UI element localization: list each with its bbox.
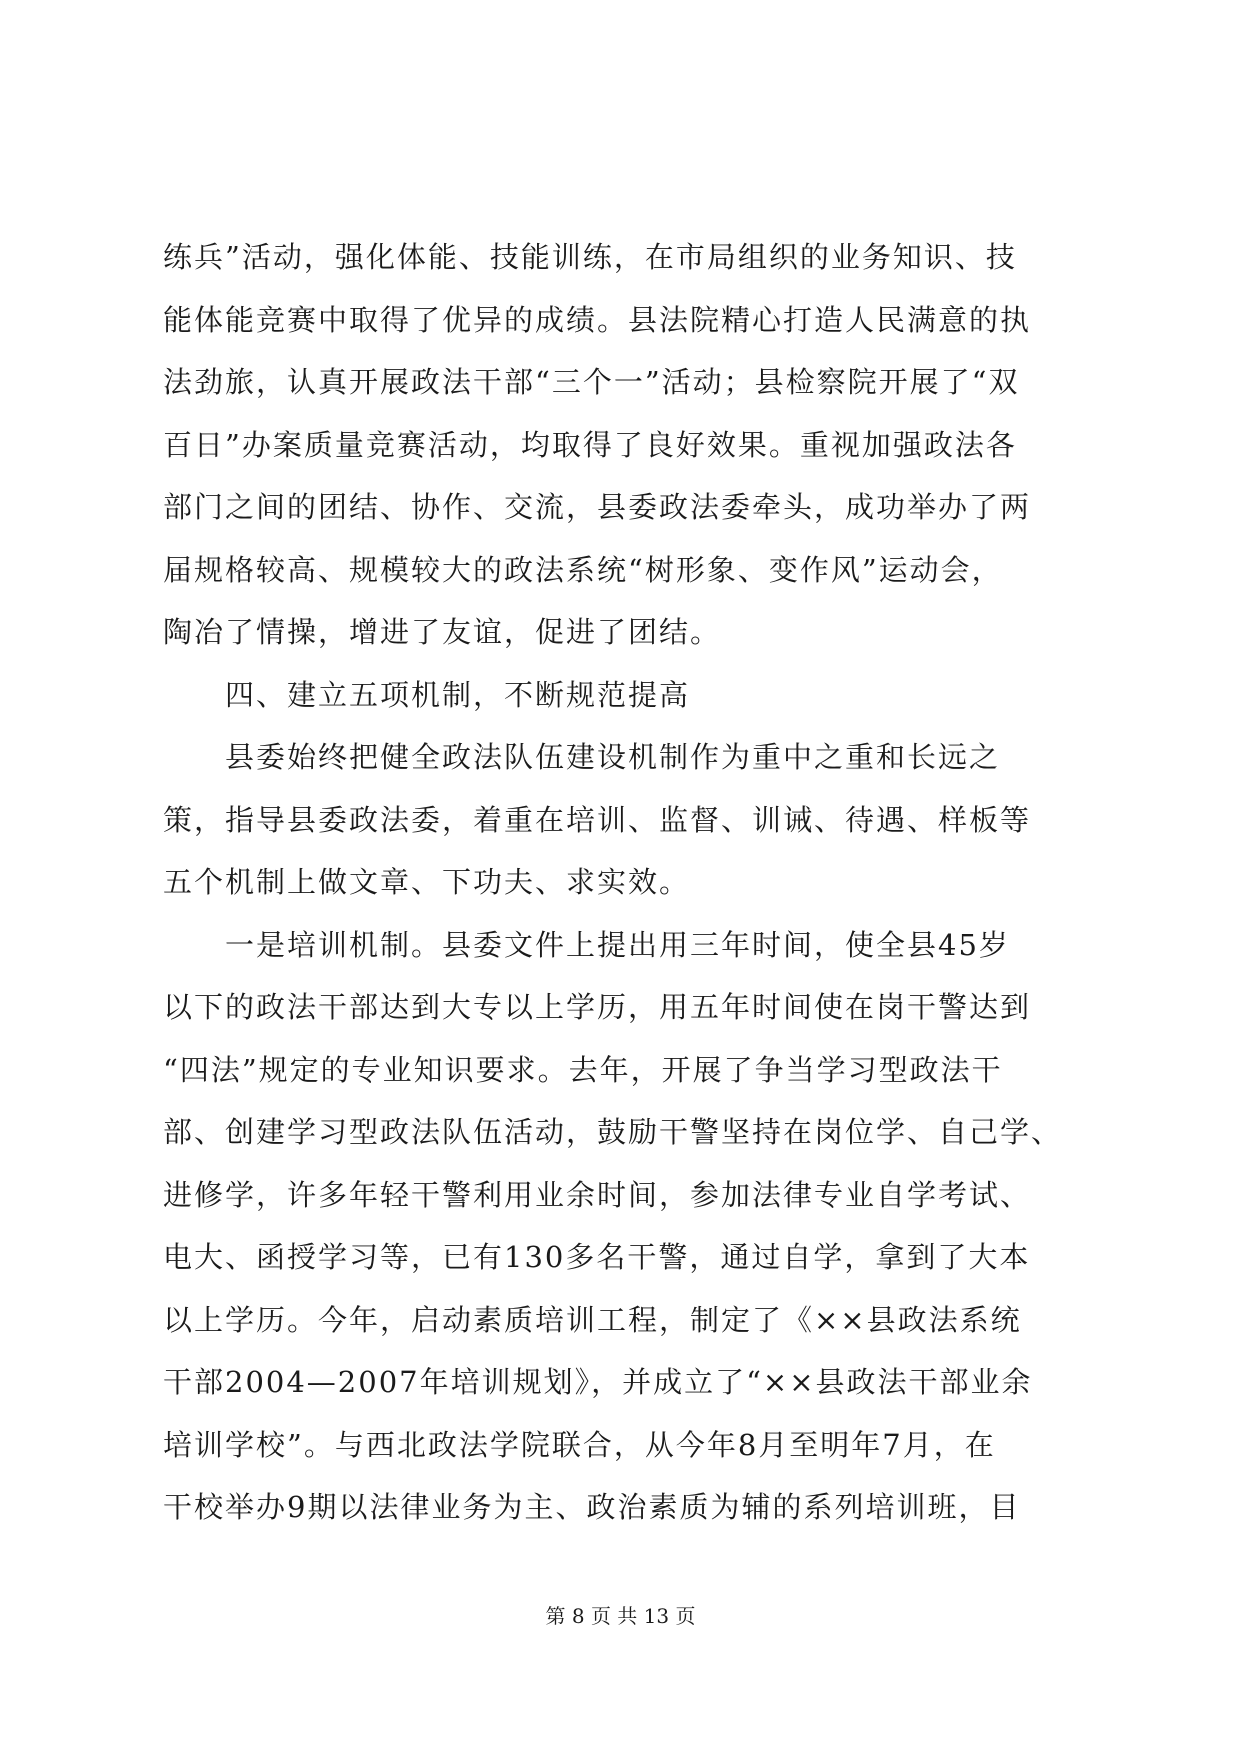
text-line: 百日”办案质量竞赛活动，均取得了良好效果。重视加强政法各 xyxy=(163,427,1017,462)
text-line: 干部2004—2007年培训规划》，并成立了“××县政法干部业余 xyxy=(163,1365,1033,1399)
page-number-footer: 第 8 页 共 13 页 xyxy=(545,1604,696,1628)
text-line: 策，指导县委政法委，着重在培训、监督、训诫、待遇、样板等 xyxy=(163,802,1032,837)
text-line: 陶冶了情操，增进了友谊，促进了团结。 xyxy=(163,615,722,649)
text-line: 一是培训机制。县委文件上提出用三年时间，使全县45岁 xyxy=(163,927,1010,962)
text-line: 电大、函授学习等，已有130多名干警，通过自学，拿到了大本 xyxy=(163,1240,1031,1274)
text-line: 届规格较高、规模较大的政法系统“树形象、变作风”运动会， xyxy=(163,552,1003,587)
text-line: 五个机制上做文章、下功夫、求实效。 xyxy=(163,865,691,899)
text-line: 干校举办9期以法律业务为主、政治素质为辅的系列培训班，目 xyxy=(163,1490,1021,1524)
text-line: 县委始终把健全政法队伍建设机制作为重中之重和长远之 xyxy=(163,740,1001,774)
text-line: 培训学校”。与西北政法学院联合，从今年8月至明年7月，在 xyxy=(163,1427,996,1462)
text-line: 法劲旅，认真开展政法干部“三个一”活动；县检察院开展了“双 xyxy=(163,365,1020,399)
text-line: 练兵”活动，强化体能、技能训练，在市局组织的业务知识、技 xyxy=(163,240,1017,274)
body-text xyxy=(163,226,1083,1539)
text-line: 部门之间的团结、协作、交流，县委政法委牵头，成功举办了两 xyxy=(163,490,1032,524)
text-line: 能体能竞赛中取得了优异的成绩。县法院精心打造人民满意的执 xyxy=(163,302,1032,337)
text-line: “四法”规定的专业知识要求。去年，开展了争当学习型政法干 xyxy=(163,1052,1003,1087)
text-line: 部、创建学习型政法队伍活动，鼓励干警坚持在岗位学、自己学、 xyxy=(163,1115,1063,1149)
section-heading: 四、建立五项机制，不断规范提高 xyxy=(163,677,691,712)
text-line: 进修学，许多年轻干警利用业余时间，参加法律专业自学考试、 xyxy=(163,1177,1032,1212)
text-line: 以下的政法干部达到大专以上学历，用五年时间使在岗干警达到 xyxy=(163,990,1032,1024)
text-line: 以上学历。今年，启动素质培训工程，制定了《××县政法系统 xyxy=(163,1302,1022,1337)
